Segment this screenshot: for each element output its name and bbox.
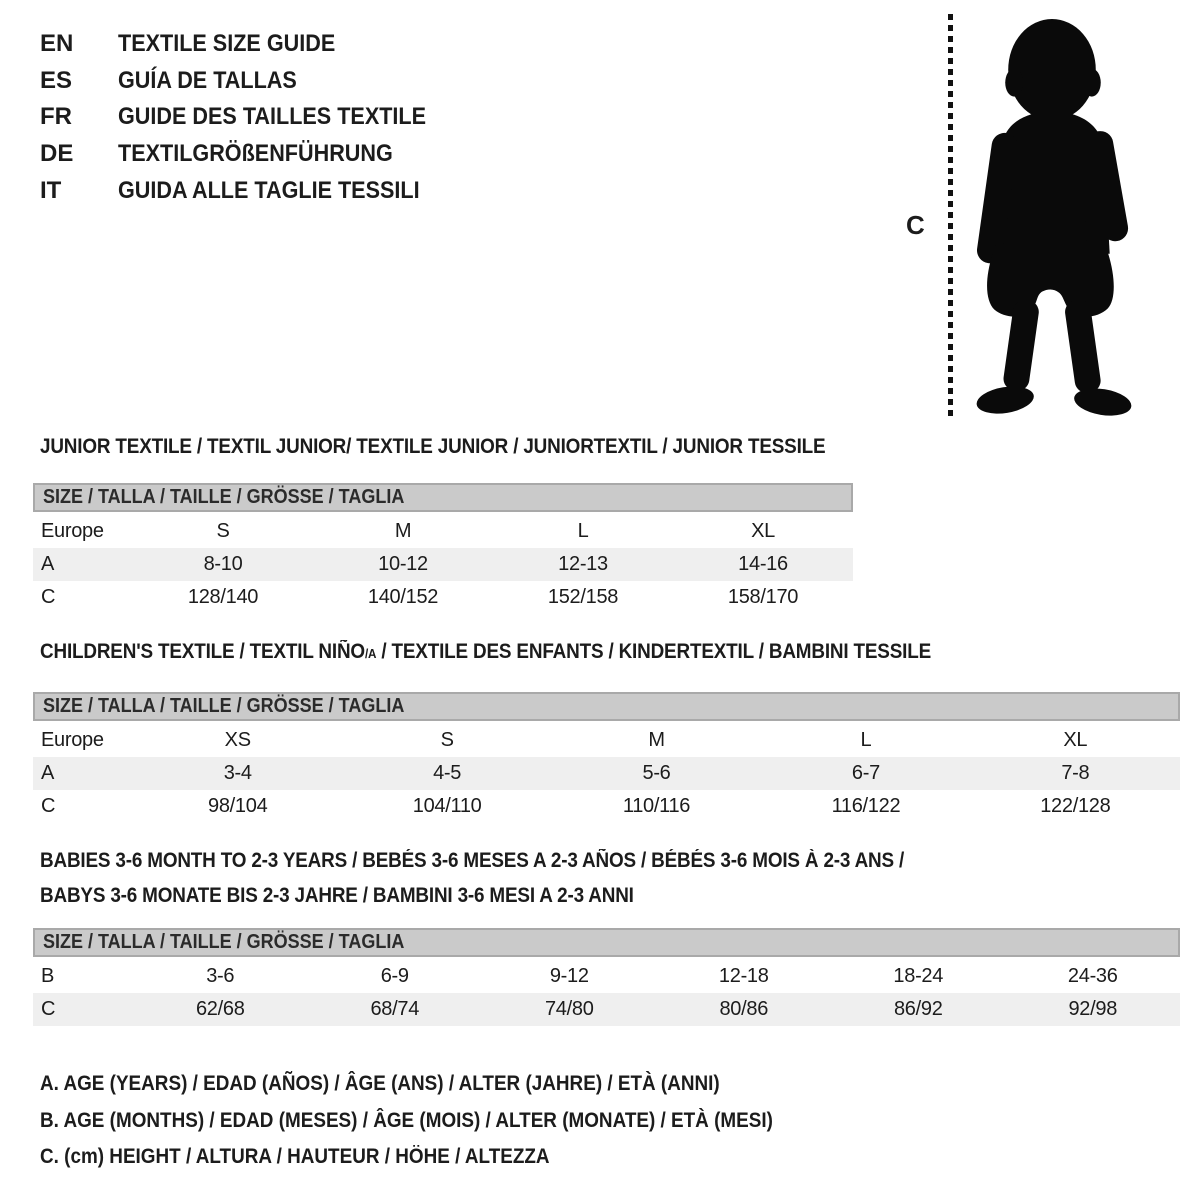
size-cell: S [440, 729, 454, 751]
value-cell: 18-24 [893, 965, 944, 987]
footnote-c: C. (cm) HEIGHT / ALTURA / HAUTEUR / HÖHE / ALTEZZA [40, 1145, 550, 1169]
size-table-header-bar: SIZE / TALLA / TAILLE / GRÖSSE / TAGLIA [33, 692, 1180, 721]
row-label: C [41, 795, 56, 817]
value-cell: 12-18 [718, 965, 769, 987]
value-cell: 86/92 [893, 998, 943, 1020]
babies-section-title-line2: BABYS 3-6 MONATE BIS 2-3 JAHRE / BAMBINI 3-6 MESI A 2-3 ANNI [40, 884, 634, 907]
language-row-en [40, 26, 460, 63]
value-cell: 10-12 [378, 553, 428, 575]
language-title: GUÍA DE TALLAS [118, 66, 297, 94]
babies-section-title-line1: BABIES 3-6 MONTH TO 2-3 YEARS / BEBÉS 3-6 MESES A 2-3 AÑOS / BÉBÉS 3-6 MOIS À 2-3 ANS / [40, 849, 905, 872]
value-cell: 14-16 [738, 553, 788, 575]
value-cell: 5-6 [642, 762, 671, 784]
size-cell: XL [1063, 729, 1088, 751]
row-label: A [41, 553, 55, 575]
value-cell: 122/128 [1040, 795, 1111, 817]
row-label: C [41, 998, 56, 1020]
language-title: GUIDE DES TAILLES TEXTILE [118, 103, 427, 131]
junior-section-title: JUNIOR TEXTILE / TEXTIL JUNIOR/ TEXTILE JUNIOR / JUNIORTEXTIL / JUNIOR TESSILE [40, 435, 826, 458]
language-title: GUIDA ALLE TAGLIE TESSILI [118, 176, 420, 204]
value-cell: 8-10 [203, 553, 243, 575]
value-cell: 104/110 [412, 795, 482, 817]
table-row-europe [33, 514, 853, 548]
value-cell: 140/152 [367, 586, 439, 608]
footnote-b: B. AGE (MONTHS) / EDAD (MESES) / ÂGE (MOIS) / ALTER (MONATE) / ETÀ (MESI) [40, 1108, 773, 1132]
value-cell: 9-12 [549, 965, 589, 987]
value-cell: 6-9 [380, 965, 409, 987]
value-cell: 158/170 [727, 586, 799, 608]
table-row-months [33, 959, 1180, 993]
language-code: DE [40, 140, 74, 168]
language-code: EN [40, 30, 74, 57]
table-row-age [33, 757, 1180, 790]
footnote-a: A. AGE (YEARS) / EDAD (AÑOS) / ÂGE (ANS) / ALTER (JAHRE) / ETÀ (ANNI) [40, 1072, 720, 1095]
language-row-fr [40, 99, 460, 136]
babies-size-table [33, 928, 1180, 1026]
language-code: IT [40, 176, 62, 204]
size-cell: L [860, 729, 872, 751]
size-cell: M [648, 729, 665, 751]
value-cell: 4-5 [433, 762, 462, 784]
value-cell: 80/86 [719, 998, 769, 1020]
language-code: ES [40, 66, 73, 94]
row-label: A [41, 762, 55, 784]
value-cell: 12-13 [558, 553, 608, 575]
size-cell: L [577, 520, 589, 542]
value-cell: 3-6 [206, 965, 235, 987]
value-cell: 6-7 [851, 762, 880, 784]
table-row-europe [33, 723, 1180, 757]
value-cell: 24-36 [1067, 965, 1118, 987]
table-row-age [33, 548, 853, 581]
language-row-it [40, 173, 460, 210]
footnote-legend [40, 1066, 854, 1176]
value-cell: 62/68 [195, 998, 245, 1020]
toddler-silhouette-icon [963, 13, 1140, 416]
table-row-height [33, 790, 1180, 823]
value-cell: 128/140 [187, 586, 259, 608]
junior-size-table [33, 483, 853, 614]
language-title: TEXTILE SIZE GUIDE [118, 30, 336, 57]
size-cell: XL [751, 520, 775, 542]
children-section-title: CHILDREN'S TEXTILE / TEXTIL NIÑO/A / TEXTILE DES ENFANTS / KINDERTEXTIL / BAMBINI TESSILE [40, 640, 932, 663]
value-cell: 98/104 [208, 795, 268, 817]
height-measure-dashed-line [948, 14, 953, 416]
language-title: TEXTILGRÖßENFÜHRUNG [118, 140, 393, 168]
language-row-es [40, 63, 460, 100]
value-cell: 116/122 [831, 795, 901, 817]
value-cell: 110/116 [622, 795, 691, 817]
value-cell: 152/158 [547, 586, 619, 608]
size-table-header-bar: SIZE / TALLA / TAILLE / GRÖSSE / TAGLIA [33, 483, 853, 512]
table-row-height [33, 993, 1180, 1026]
row-label: Europe [41, 729, 104, 751]
row-label: C [41, 586, 56, 608]
language-row-de [40, 136, 460, 173]
children-size-table [33, 692, 1180, 823]
row-label: B [41, 965, 55, 987]
height-measure-label: C [906, 210, 925, 240]
language-code: FR [40, 103, 72, 131]
table-row-height [33, 581, 853, 614]
value-cell: 92/98 [1068, 998, 1118, 1020]
value-cell: 7-8 [1061, 762, 1090, 784]
size-cell: M [394, 520, 412, 542]
row-label: Europe [41, 520, 104, 542]
value-cell: 68/74 [370, 998, 420, 1020]
value-cell: 74/80 [544, 998, 594, 1020]
value-cell: 3-4 [223, 762, 252, 784]
language-title-list [40, 26, 460, 209]
size-cell: S [216, 520, 230, 542]
size-table-header-bar: SIZE / TALLA / TAILLE / GRÖSSE / TAGLIA [33, 928, 1180, 957]
size-cell: XS [224, 729, 251, 751]
